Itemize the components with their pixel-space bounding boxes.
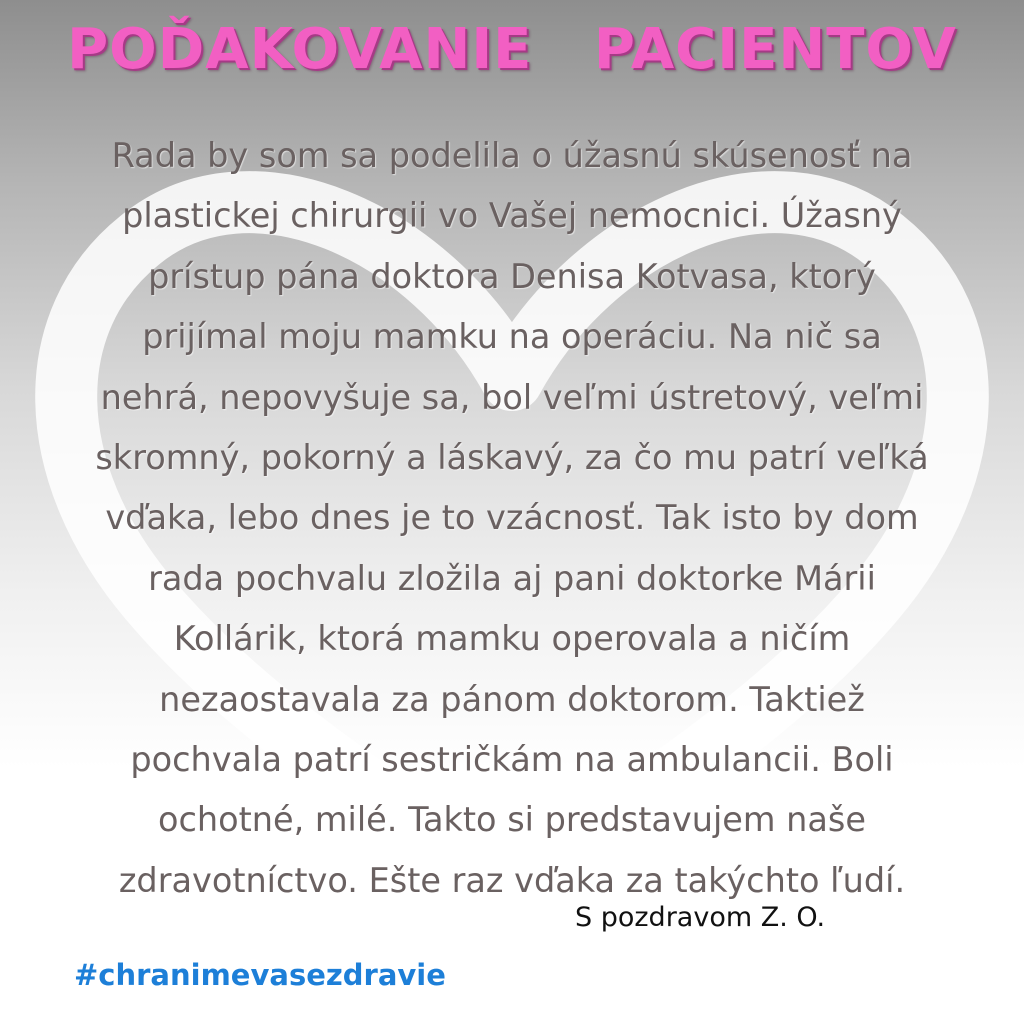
testimonial-line: ochotné, milé. Takto si predstavujem naše	[158, 800, 866, 840]
testimonial-line: plastickej chirurgii vo Vašej nemocnici. Úžasný	[122, 196, 902, 236]
hashtag: #chranimevasezdravie	[74, 958, 446, 992]
testimonial-line: zdravotníctvo. Ešte raz vďaka za takýchto ľudí.	[118, 860, 906, 900]
testimonial-line: Kollárik, ktorá mamku operovala a ničím	[173, 619, 851, 659]
signature: S pozdravom Z. O.	[575, 902, 826, 933]
testimonial-line: prijímal moju mamku na operáciu. Na nič sa	[142, 317, 882, 357]
testimonial-line: Rada by som sa podelila o úžasnú skúsenosť na	[111, 136, 913, 175]
testimonial-line: skromný, pokorný a láskavý, za čo mu patrí veľká	[95, 438, 929, 478]
page-title: POĎAKOVANIE PACIENTOV	[67, 17, 957, 82]
testimonial-line: vďaka, lebo dnes je to vzácnosť. Tak isto by dom	[105, 498, 919, 538]
testimonial-line: nezaostavala za pánom doktorom. Taktiež	[159, 679, 865, 719]
testimonial-line: rada pochvalu zložila aj pani doktorke Márii	[148, 558, 876, 598]
testimonial-line: pochvala patrí sestričkám na ambulancii. Boli	[130, 740, 894, 780]
testimonial-line: prístup pána doktora Denisa Kotvasa, ktorý	[148, 256, 876, 296]
testimonial-text	[20, 126, 1004, 911]
testimonial-line: nehrá, nepovyšuje sa, bol veľmi ústretový, veľmi	[100, 377, 924, 417]
